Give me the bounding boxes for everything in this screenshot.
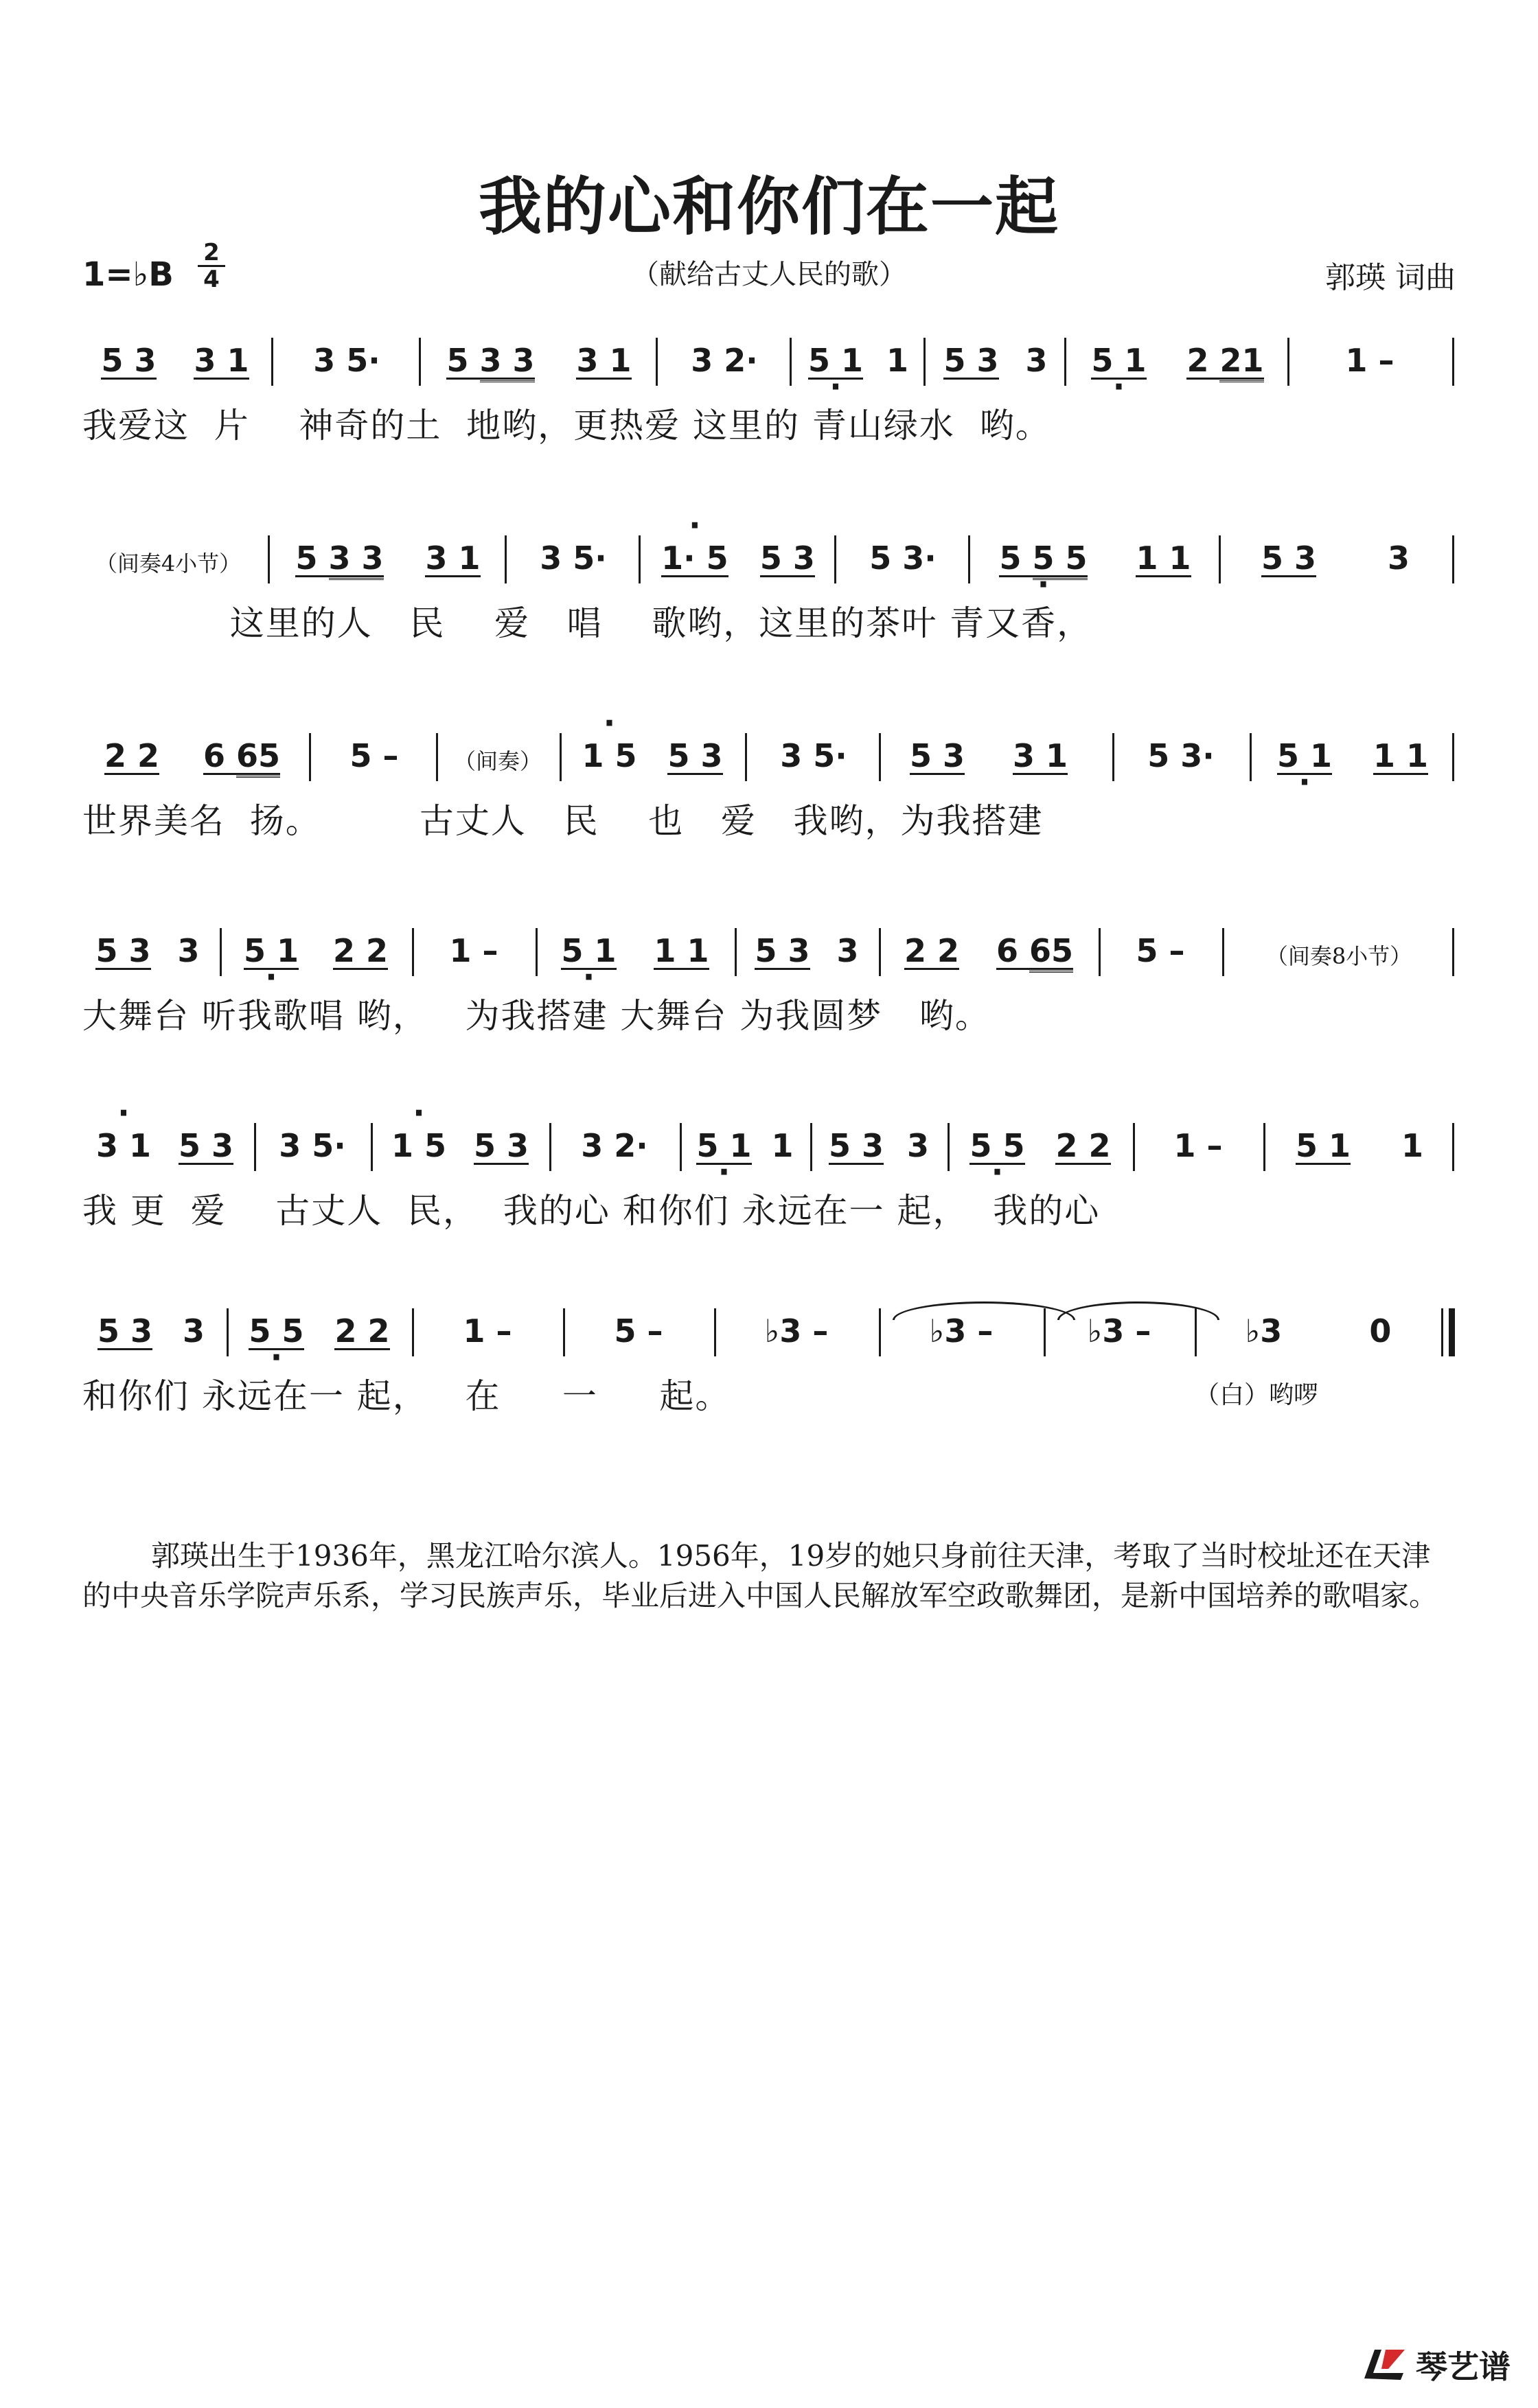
barline bbox=[810, 1123, 812, 1171]
measure bbox=[886, 713, 1092, 788]
measure bbox=[233, 1288, 405, 1363]
note-group: 6 65 bbox=[996, 907, 1073, 970]
note-group: 2 2 bbox=[904, 907, 959, 970]
measure bbox=[82, 317, 268, 393]
note-group: ♭3 – bbox=[764, 1312, 829, 1350]
note-group: 5 3 bbox=[101, 317, 156, 380]
note-group: 5 3 3 bbox=[446, 317, 534, 380]
note-group: 5 1 bbox=[1296, 1102, 1351, 1165]
measure bbox=[542, 907, 728, 983]
barline bbox=[1133, 1123, 1135, 1171]
notes-row bbox=[82, 713, 1456, 788]
notes-row bbox=[82, 1288, 1456, 1363]
measure bbox=[1294, 317, 1445, 393]
barline bbox=[1219, 535, 1221, 583]
note-group: 3 bbox=[906, 1127, 929, 1164]
measure bbox=[975, 515, 1215, 590]
note-group: 5 3 bbox=[760, 515, 815, 577]
barline bbox=[923, 338, 926, 386]
barline bbox=[1452, 928, 1454, 976]
note-group: 1 bbox=[771, 1127, 794, 1164]
note-group: 5 1 · bbox=[244, 907, 299, 970]
system-1 bbox=[0, 317, 1538, 454]
measure bbox=[1140, 1102, 1256, 1178]
measure bbox=[1071, 317, 1284, 393]
measure bbox=[841, 515, 965, 590]
barline bbox=[680, 1123, 682, 1171]
note-group: 3 bbox=[1025, 342, 1048, 379]
note-group: 5 3 bbox=[910, 713, 965, 775]
note-group: 1 1 bbox=[1136, 515, 1191, 577]
system-2 bbox=[0, 515, 1538, 652]
note-group: 1 – bbox=[463, 1312, 512, 1350]
measure bbox=[886, 1288, 1037, 1363]
barline bbox=[1112, 733, 1114, 781]
note-group: · 1 5 bbox=[391, 1102, 446, 1163]
barline bbox=[1452, 733, 1454, 781]
system-6 bbox=[0, 1288, 1538, 1425]
lyrics-line: 我 更 爱 古丈人 民， 我的心 和你们 永远在一 起， 我的心 bbox=[82, 1191, 1101, 1231]
spoken-ending: （白）哟啰 bbox=[1195, 1381, 1319, 1409]
time-signature bbox=[198, 240, 225, 292]
note-group: 5 3 bbox=[667, 713, 722, 775]
note-group: 3 bbox=[182, 1312, 205, 1350]
notes-row bbox=[82, 317, 1456, 393]
measure bbox=[930, 317, 1061, 393]
measure bbox=[82, 713, 302, 788]
song-subtitle: （献给古丈人民的歌） bbox=[632, 259, 906, 290]
note-group: 2 21 bbox=[1186, 317, 1263, 380]
measure bbox=[227, 907, 405, 983]
note-group: 1 – bbox=[1173, 1127, 1223, 1164]
note-group: 2 2 bbox=[104, 713, 159, 775]
system-5 bbox=[0, 1102, 1538, 1240]
note-group: 5 – bbox=[1136, 932, 1185, 969]
measure bbox=[82, 1102, 247, 1178]
note-group: 1 bbox=[886, 342, 908, 379]
note-group: 5 3 bbox=[943, 317, 998, 380]
lyrics-line: 我爱这 片 神奇的土 地哟，更热爱 这里的 青山绿水 哟。 bbox=[82, 406, 1051, 445]
author-credit: 郭瑛 词曲 bbox=[1325, 260, 1456, 295]
measure bbox=[82, 515, 254, 590]
note-group: 5 1 · bbox=[1277, 713, 1332, 775]
note-group: 5 3 bbox=[97, 1288, 152, 1350]
barline bbox=[254, 1123, 256, 1171]
measure bbox=[556, 1102, 673, 1178]
barline bbox=[735, 928, 737, 976]
barline bbox=[1195, 1308, 1197, 1356]
barline bbox=[227, 1308, 229, 1356]
measure bbox=[82, 1288, 220, 1363]
note-group: · 1 5 bbox=[582, 713, 636, 773]
barline bbox=[563, 1308, 565, 1356]
lyrics-line: 这里的人 民 爱 唱 歌哟，这里的茶叶 青又香， bbox=[82, 603, 1093, 643]
note-group: 5 1 · bbox=[1091, 317, 1146, 380]
lyrics-line: 世界美名 扬。 古丈人 民 也 爱 我哟，为我搭建 bbox=[82, 801, 1044, 841]
measure bbox=[1256, 713, 1449, 788]
interlude-label: （间奏8小节） bbox=[1265, 943, 1412, 969]
note-group: 5 3 bbox=[474, 1102, 529, 1165]
measure bbox=[752, 713, 875, 788]
system-3 bbox=[0, 713, 1538, 850]
measure bbox=[419, 1288, 556, 1363]
barline bbox=[1287, 338, 1289, 386]
measure bbox=[570, 1288, 707, 1363]
logo-icon bbox=[1361, 2344, 1409, 2385]
note-group: 3 bbox=[177, 932, 200, 969]
note-group: 5 3 bbox=[1261, 515, 1316, 577]
lyrics-line: 大舞台 听我歌唱 哟， 为我搭建 大舞台 为我圆梦 哟。 bbox=[82, 996, 991, 1036]
note-group: 5 5 · bbox=[249, 1288, 303, 1350]
barline bbox=[745, 733, 747, 781]
system-4 bbox=[0, 907, 1538, 1045]
measure bbox=[721, 1288, 872, 1363]
note-group: 5 3 bbox=[755, 907, 810, 970]
barline bbox=[220, 928, 222, 976]
notes-row bbox=[82, 907, 1456, 983]
note-group: ♭3 – bbox=[1087, 1312, 1151, 1350]
measure bbox=[512, 515, 635, 590]
barline bbox=[549, 1123, 551, 1171]
measure bbox=[796, 317, 920, 393]
barline bbox=[948, 1123, 950, 1171]
barline bbox=[268, 535, 270, 583]
note-group: 3 1 bbox=[576, 317, 631, 380]
note-group: 3 2· bbox=[691, 342, 758, 379]
note-group: 2 2 bbox=[334, 1288, 389, 1350]
barline bbox=[1044, 1308, 1046, 1356]
measure bbox=[1229, 907, 1449, 983]
note-group: 5 3 bbox=[95, 907, 150, 970]
note-group: 6 65 bbox=[203, 713, 280, 775]
barline bbox=[1452, 1123, 1454, 1171]
logo-text: 琴艺谱 bbox=[1416, 2348, 1511, 2385]
barline bbox=[412, 1308, 414, 1356]
barline bbox=[1099, 928, 1101, 976]
measure bbox=[954, 1102, 1126, 1178]
key-signature: 1=♭B bbox=[82, 255, 174, 294]
note-group: 5 3· bbox=[869, 540, 937, 577]
measure bbox=[663, 317, 786, 393]
barline bbox=[436, 733, 438, 781]
note-group: 5 3 bbox=[829, 1102, 884, 1165]
measure bbox=[278, 317, 415, 393]
barline bbox=[1064, 338, 1066, 386]
notes-row bbox=[82, 515, 1456, 590]
barline bbox=[656, 338, 658, 386]
measure bbox=[1051, 1288, 1188, 1363]
note-group: ♭3 – bbox=[929, 1312, 994, 1350]
measure bbox=[687, 1102, 803, 1178]
interlude-label: （间奏） bbox=[453, 748, 542, 774]
note-group: 0 bbox=[1369, 1312, 1392, 1350]
barline bbox=[790, 338, 792, 386]
measure bbox=[645, 515, 831, 590]
measure bbox=[1119, 713, 1243, 788]
measure bbox=[275, 515, 501, 590]
measure bbox=[261, 1102, 364, 1178]
note-group: 1 – bbox=[449, 932, 498, 969]
barline bbox=[560, 733, 562, 781]
note-group: 5 3 bbox=[179, 1102, 233, 1165]
barline bbox=[879, 733, 881, 781]
measure bbox=[1202, 1288, 1435, 1363]
measure bbox=[378, 1102, 542, 1178]
measure bbox=[886, 907, 1092, 983]
barline bbox=[879, 1308, 881, 1356]
note-group: · 1· 5 bbox=[661, 515, 728, 577]
note-group: 2 2 bbox=[1055, 1102, 1110, 1165]
note-group: 5 3· bbox=[1147, 737, 1215, 774]
note-group: 3 2· bbox=[581, 1127, 648, 1164]
note-group: 5 3 3 bbox=[295, 515, 383, 577]
barline bbox=[412, 928, 414, 976]
note-group: 3 5· bbox=[540, 540, 607, 577]
barline bbox=[834, 535, 836, 583]
barline bbox=[371, 1123, 373, 1171]
note-group: ♭3 bbox=[1245, 1312, 1283, 1350]
measure bbox=[742, 907, 872, 983]
note-group: 3 1 bbox=[1013, 713, 1068, 775]
song-title: 我的心和你们在一起 bbox=[478, 170, 1059, 244]
barline bbox=[1452, 338, 1454, 386]
note-group: 3 bbox=[836, 932, 859, 969]
measure bbox=[817, 1102, 941, 1178]
note-group: 2 2 bbox=[333, 907, 388, 970]
measure bbox=[426, 317, 652, 393]
barline bbox=[419, 338, 421, 386]
note-group: 5 1 · bbox=[696, 1102, 751, 1165]
note-group: 1 bbox=[1401, 1127, 1423, 1164]
barline bbox=[271, 338, 273, 386]
interlude-label: （间奏4小节） bbox=[95, 551, 242, 577]
note-group: 3 5· bbox=[780, 737, 847, 774]
measure bbox=[1226, 515, 1445, 590]
note-group: 5 – bbox=[349, 737, 399, 774]
barline bbox=[1250, 733, 1252, 781]
note-group: 1 1 bbox=[654, 907, 709, 970]
barline bbox=[968, 535, 970, 583]
note-group: · 3 1 bbox=[96, 1102, 151, 1163]
note-group: 3 5· bbox=[279, 1127, 346, 1164]
note-group: 5 1 · bbox=[808, 317, 863, 380]
measure bbox=[316, 713, 433, 788]
barline bbox=[1222, 928, 1224, 976]
measure bbox=[566, 713, 738, 788]
barline bbox=[309, 733, 311, 781]
barline bbox=[536, 928, 538, 976]
measure bbox=[419, 907, 529, 983]
measure bbox=[82, 907, 213, 983]
notes-row bbox=[82, 1102, 1456, 1178]
note-group: 3 1 bbox=[194, 317, 249, 380]
site-logo bbox=[1361, 2342, 1511, 2387]
note-group: 1 1 bbox=[1373, 713, 1428, 775]
note-group: 1 – bbox=[1345, 342, 1394, 379]
lyrics-line: 和你们 永远在一 起， 在 一 起。 bbox=[82, 1376, 731, 1416]
barline bbox=[1263, 1123, 1265, 1171]
note-group: 5 5 · bbox=[969, 1102, 1024, 1165]
note-group: 5 1 · bbox=[561, 907, 616, 970]
barline bbox=[639, 535, 641, 583]
barline bbox=[1452, 535, 1454, 583]
note-group: 3 1 bbox=[425, 515, 480, 577]
note-group: 5 – bbox=[614, 1312, 663, 1350]
note-group: 5 5 5 · bbox=[999, 515, 1087, 577]
time-bottom: 4 bbox=[203, 266, 220, 293]
barline bbox=[714, 1308, 716, 1356]
barline bbox=[505, 535, 507, 583]
measure bbox=[1105, 907, 1215, 983]
measure bbox=[443, 713, 553, 788]
biography-paragraph: 郭瑛出生于1936年，黑龙江哈尔滨人。1956年，19岁的她只身前往天津，考取了当时校址还在天津的中央音乐学院声乐系，学习民族声乐，毕业后进入中国人民解放军空政歌舞团，是新中国培养的歌唱家。 bbox=[82, 1539, 1438, 1612]
note-group: 3 bbox=[1387, 540, 1410, 577]
time-top: 2 bbox=[198, 240, 225, 267]
note-group: 3 5· bbox=[313, 342, 380, 379]
barline bbox=[879, 928, 881, 976]
measure bbox=[1270, 1102, 1449, 1178]
final-barline bbox=[1449, 1308, 1455, 1356]
